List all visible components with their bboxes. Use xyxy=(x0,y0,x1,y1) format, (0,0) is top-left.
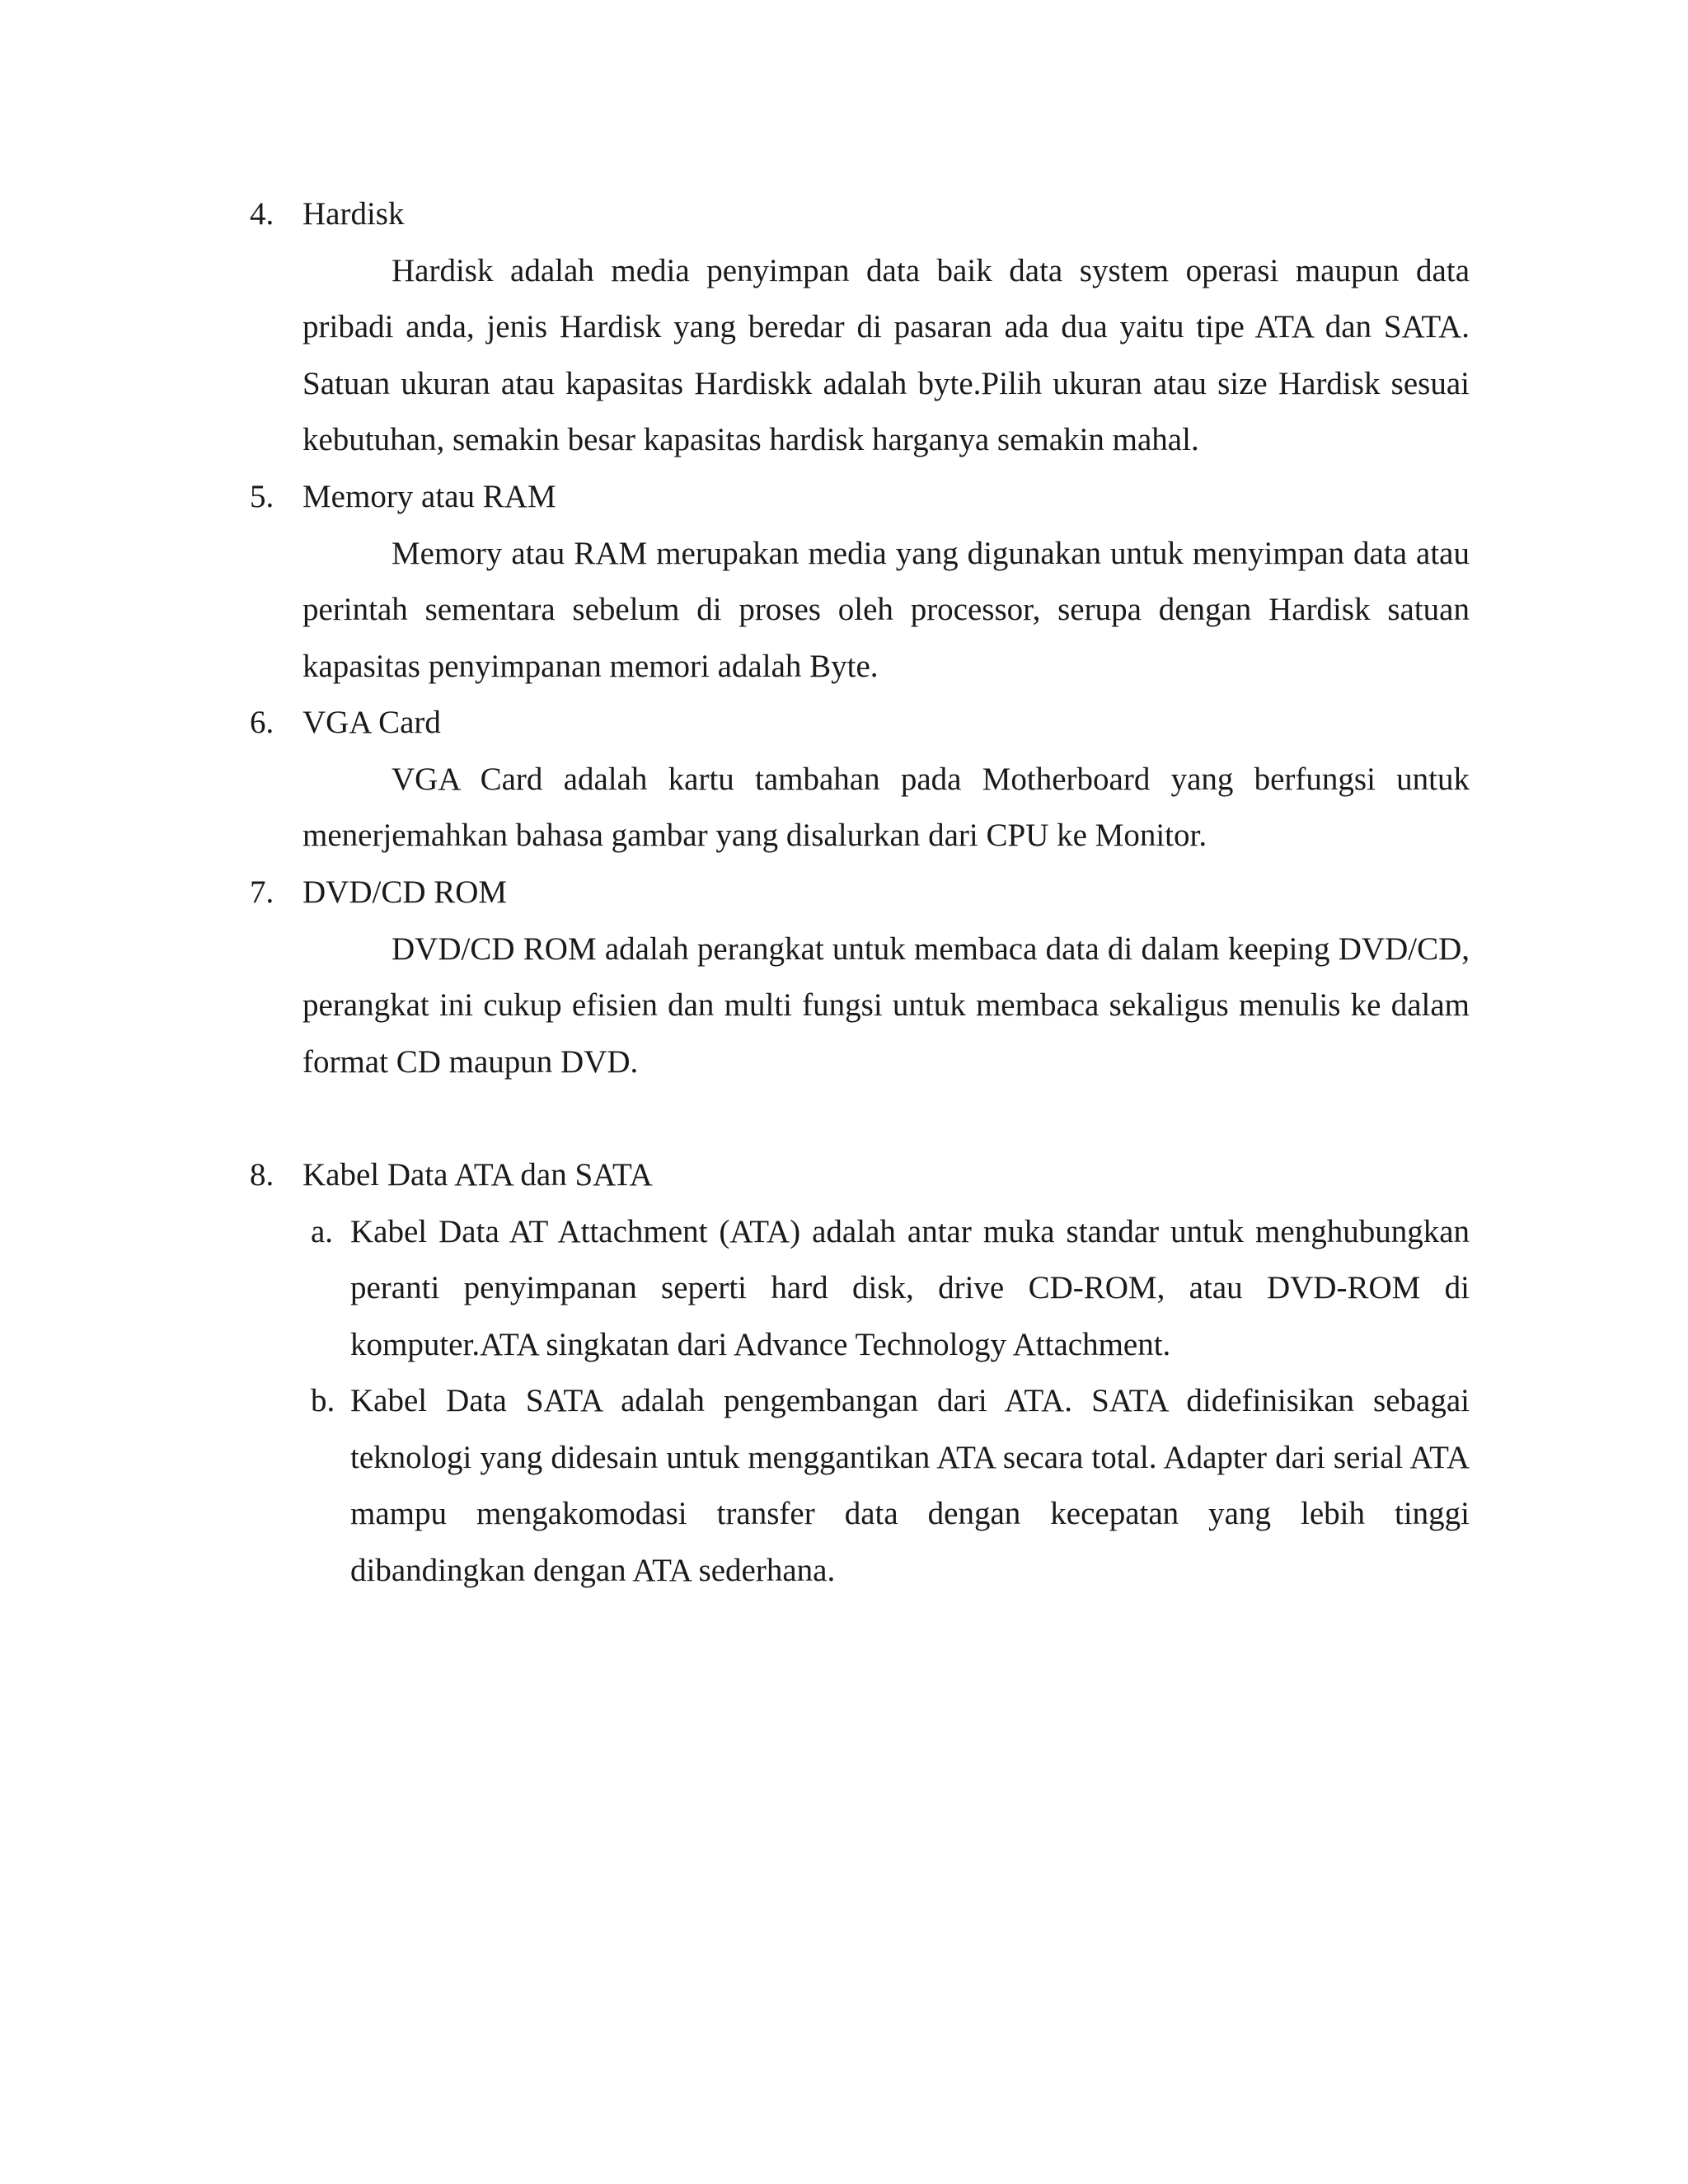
item-paragraph: VGA Card adalah kartu tambahan pada Motherboard yang berfungsi untuk menerjemahkan bahasa gambar yang disalurkan dari CPU ke Monitor. xyxy=(302,761,1470,853)
item-number: 4. xyxy=(250,196,274,232)
sub-item-letter: b. xyxy=(311,1383,335,1418)
list-item-dvd-cd-rom xyxy=(250,865,1470,1090)
item-title: VGA Card xyxy=(302,705,441,740)
item-number: 8. xyxy=(250,1157,274,1193)
item-paragraph: DVD/CD ROM adalah perangkat untuk membaca data di dalam keeping DVD/CD, perangkat ini cukup efisien dan multi fungsi untuk membaca sekaligus menulis ke dalam format CD maupun DVD. xyxy=(302,930,1470,1080)
sub-list xyxy=(250,1204,1470,1600)
sub-item-text: Kabel Data SATA adalah pengembangan dari ATA. SATA didefinisikan sebagai teknologi yang didesain untuk menggantikan ATA secara total. Adapter dari serial ATA mampu mengakomodasi transfer data dengan kecepatan yang lebih tinggi dibandingkan dengan ATA sederhana. xyxy=(350,1383,1470,1588)
item-title: DVD/CD ROM xyxy=(302,874,508,910)
list-item-kabel-data xyxy=(250,1147,1470,1599)
item-heading xyxy=(250,865,1470,921)
item-number: 7. xyxy=(250,874,274,910)
list-item-memory xyxy=(250,469,1470,695)
sub-item-sata xyxy=(302,1373,1470,1599)
item-heading xyxy=(250,1147,1470,1204)
sub-item-ata xyxy=(302,1204,1470,1374)
item-number: 6. xyxy=(250,705,274,740)
item-title: Kabel Data ATA dan SATA xyxy=(302,1157,653,1193)
sub-item-letter: a. xyxy=(311,1213,334,1249)
item-number: 5. xyxy=(250,479,274,514)
sub-item-text: Kabel Data AT Attachment (ATA) adalah antar muka standar untuk menghubungkan peranti penyimpanan seperti hard disk, drive CD-ROM, atau DVD-ROM di komputer.ATA singkatan dari Advance Technology Attachment. xyxy=(350,1213,1470,1362)
list-item-hardisk xyxy=(250,186,1470,469)
item-title: Memory atau RAM xyxy=(302,479,556,514)
item-paragraph: Memory atau RAM merupakan media yang digunakan untuk menyimpan data atau perintah sementara sebelum di proses oleh processor, serupa dengan Hardisk satuan kapasitas penyimpanan memori adalah Byte. xyxy=(302,535,1470,684)
item-heading xyxy=(250,469,1470,526)
item-heading xyxy=(250,186,1470,243)
item-paragraph: Hardisk adalah media penyimpan data baik data system operasi maupun data pribadi anda, jenis Hardisk yang beredar di pasaran ada dua yaitu tipe ATA dan SATA. Satuan ukuran atau kapasitas Hardiskk adalah byte.Pilih ukuran atau size Hardisk sesuai kebutuhan, semakin besar kapasitas hardisk harganya semakin mahal. xyxy=(302,252,1470,457)
item-heading xyxy=(250,695,1470,752)
list-item-vga-card xyxy=(250,695,1470,865)
item-title: Hardisk xyxy=(302,196,405,232)
